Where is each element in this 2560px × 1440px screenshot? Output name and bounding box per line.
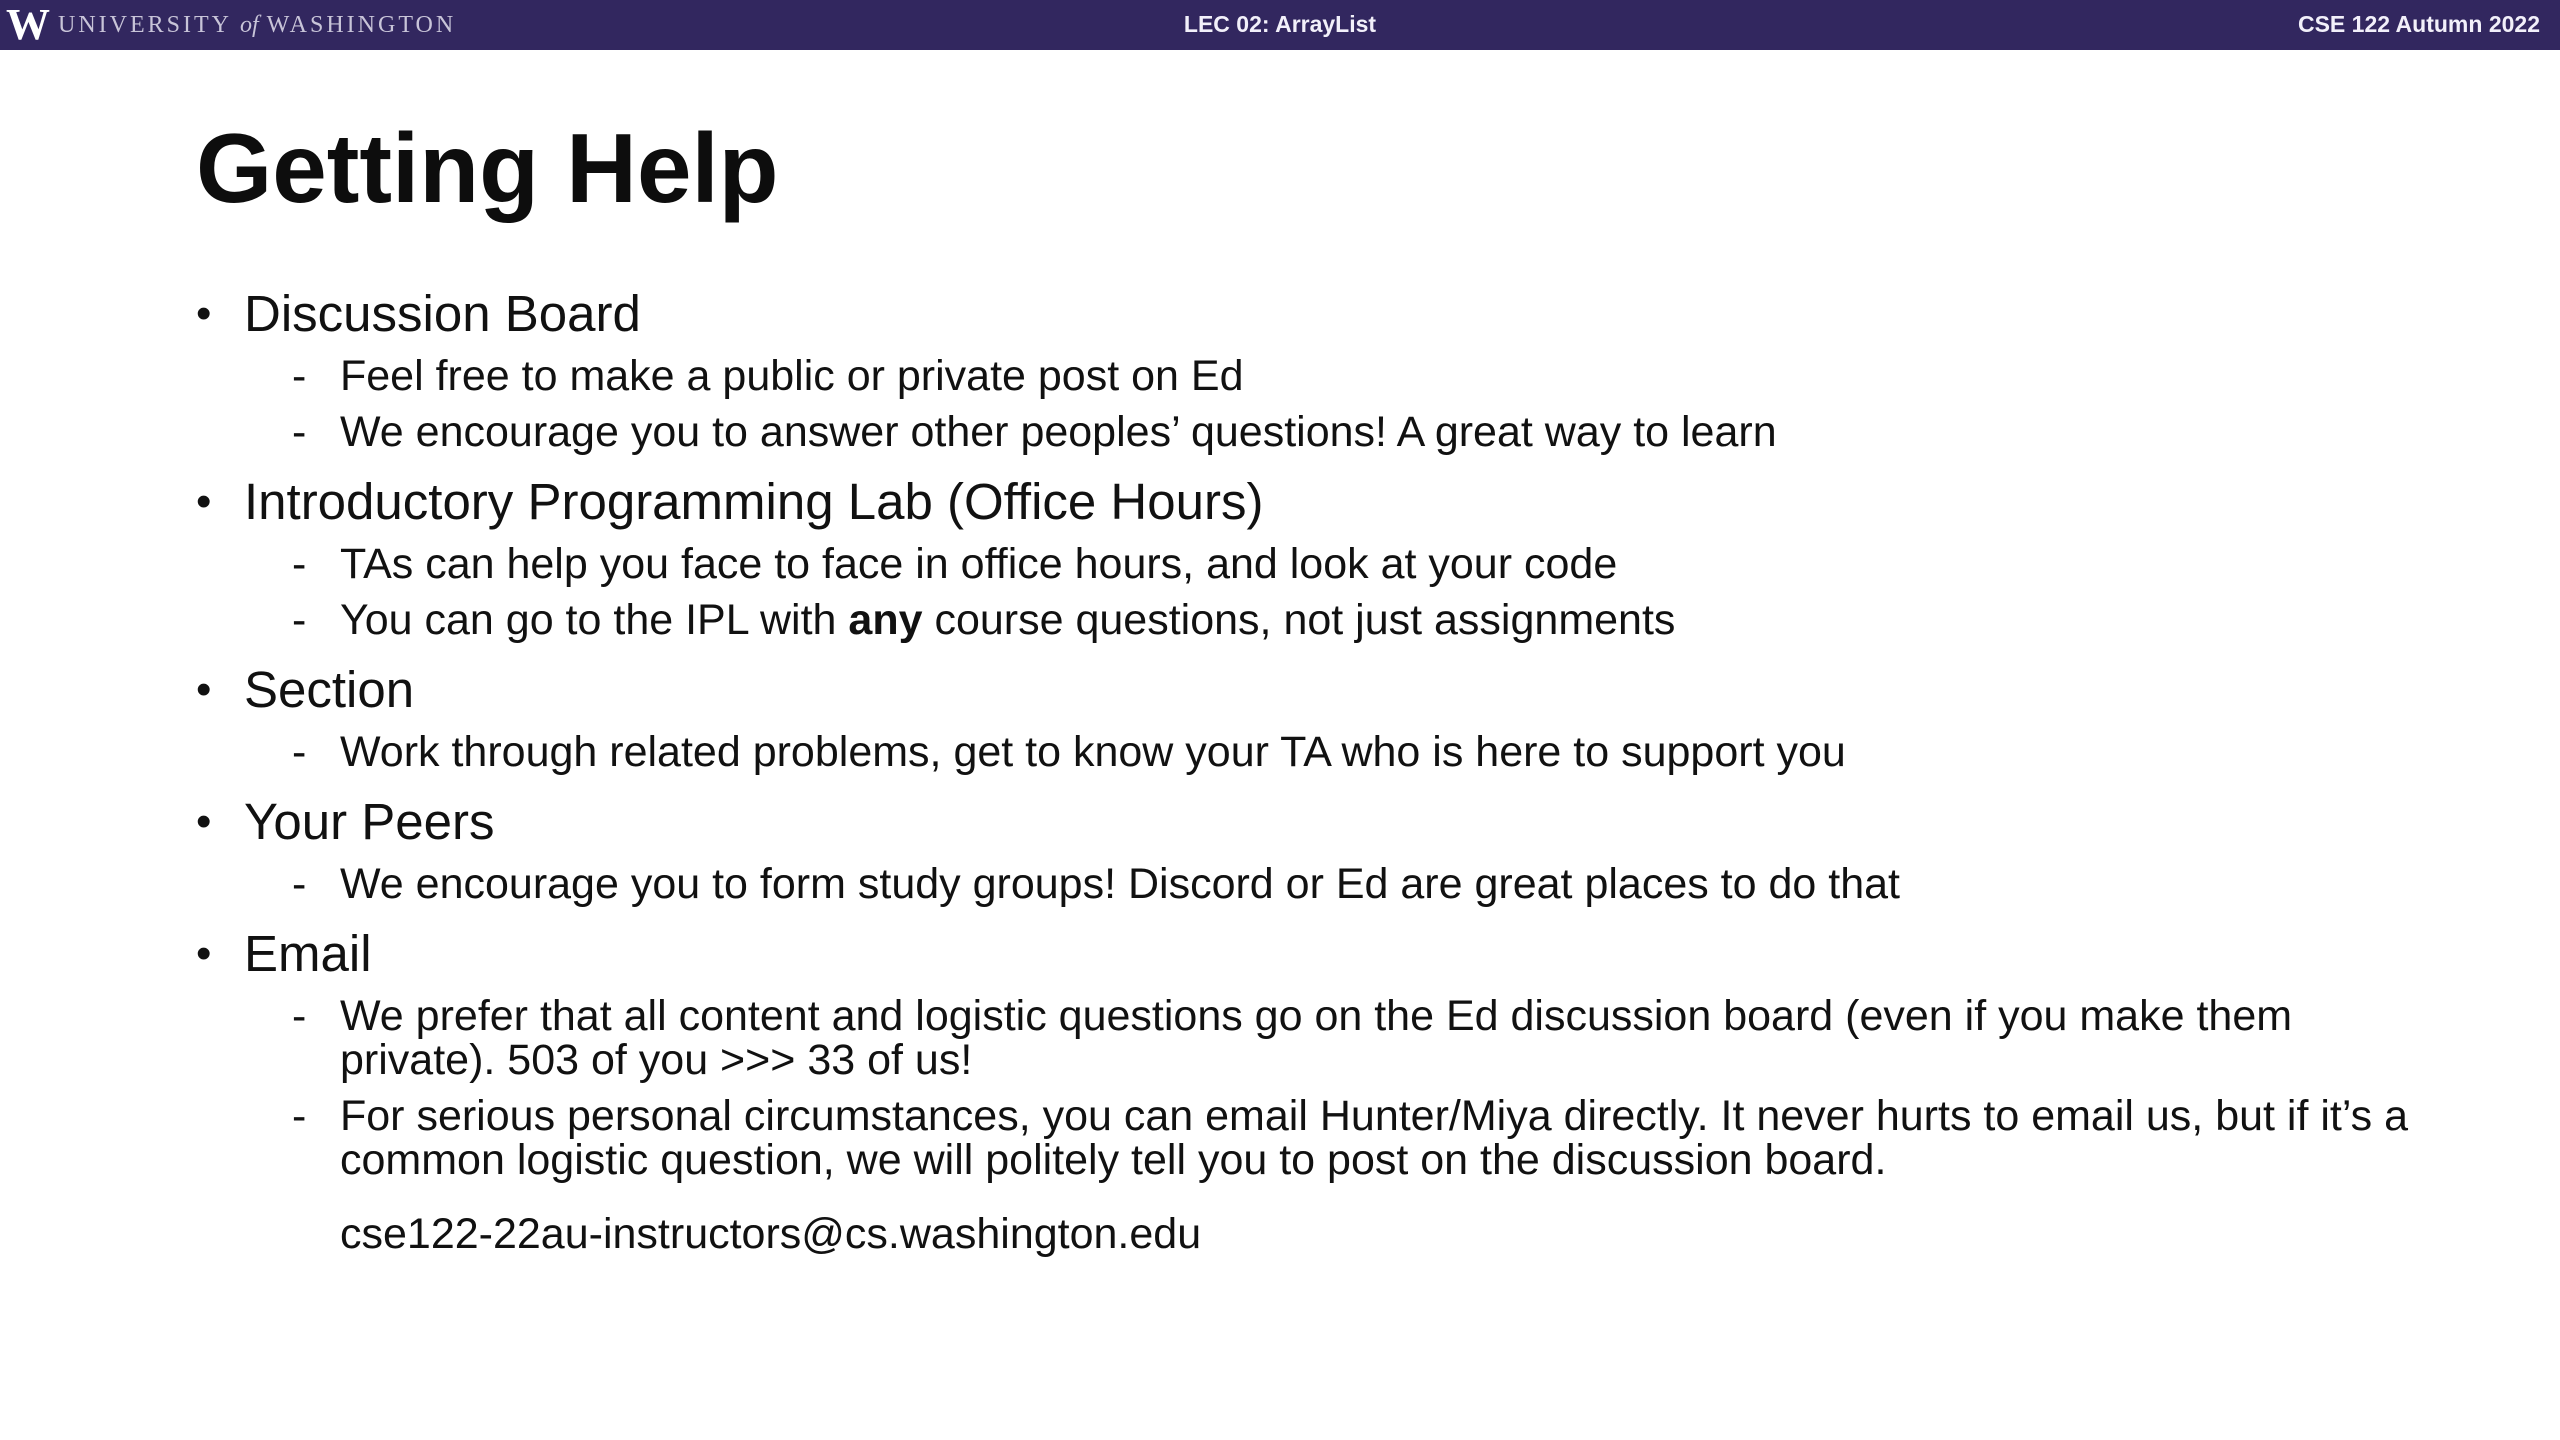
bullet-heading: Section	[244, 661, 415, 718]
bullet-icon: •	[196, 797, 212, 846]
dash-icon: -	[292, 352, 307, 400]
university-wordmark: UNIVERSITY of WASHINGTON	[58, 11, 457, 38]
bullet-icon: •	[196, 929, 212, 978]
instructor-email[interactable]: cse122-22au-instructors@cs.washington.edu	[340, 1210, 1202, 1258]
sub-item	[196, 724, 2426, 780]
sub-item-text: Work through related problems, get to know your TA who is here to support you	[340, 728, 1846, 776]
sub-item-text: Feel free to make a public or private post on Ed	[340, 352, 1244, 400]
bullet-icon: •	[196, 665, 212, 714]
slide-title: Getting Help	[196, 113, 779, 223]
section-your-peers	[196, 788, 2426, 912]
sub-item	[196, 592, 2426, 648]
section-section	[196, 656, 2426, 780]
dash-icon: -	[292, 1092, 307, 1140]
sub-item-text: We encourage you to answer other peoples’ questions! A great way to learn	[340, 408, 1777, 456]
bullet-item	[196, 788, 2426, 856]
sub-item	[196, 536, 2426, 592]
sub-item-text: We prefer that all content and logistic questions go on the Ed discussion board (even if you make them private). 503 of you >>> 33 of us!	[340, 992, 2293, 1084]
bullet-item	[196, 280, 2426, 348]
dash-icon: -	[292, 728, 307, 776]
sub-item-text: TAs can help you face to face in office hours, and look at your code	[340, 540, 1618, 588]
section-email	[196, 920, 2426, 1262]
sub-item-text: We encourage you to form study groups! Discord or Ed are great places to do that	[340, 860, 1900, 908]
bullet-icon: •	[196, 477, 212, 526]
sub-item	[196, 404, 2426, 460]
slide-content	[196, 280, 2426, 1270]
header-bar	[0, 0, 2560, 50]
sub-item-text: For serious personal circumstances, you can email Hunter/Miya directly. It never hurts to email us, but if it’s a common logistic question, we will politely tell you to post on the discussion board.	[340, 1092, 2409, 1184]
dash-icon: -	[292, 596, 307, 644]
dash-icon: -	[292, 860, 307, 908]
bullet-heading: Introductory Programming Lab (Office Hours)	[244, 473, 1264, 530]
sub-item-text: You can go to the IPL with any course questions, not just assignments	[340, 596, 1676, 644]
bullet-heading: Your Peers	[244, 793, 495, 850]
dash-icon: -	[292, 540, 307, 588]
sub-item	[196, 856, 2426, 912]
sub-item	[196, 348, 2426, 404]
section-ipl	[196, 468, 2426, 648]
dash-icon: -	[292, 408, 307, 456]
bullet-item	[196, 656, 2426, 724]
emphasis-text: any	[848, 596, 923, 644]
sub-item	[196, 994, 2426, 1082]
bullet-item	[196, 920, 2426, 988]
bullet-item	[196, 468, 2426, 536]
bullet-heading: Email	[244, 925, 372, 982]
bullet-heading: Discussion Board	[244, 285, 641, 342]
bullet-icon: •	[196, 289, 212, 338]
lecture-title: LEC 02: ArrayList	[1183, 11, 1377, 37]
uw-w-icon: W	[6, 0, 48, 49]
section-discussion-board	[196, 280, 2426, 460]
course-title: CSE 122 Autumn 2022	[2297, 11, 2540, 37]
sub-item	[196, 1094, 2426, 1182]
dash-icon: -	[292, 992, 307, 1040]
